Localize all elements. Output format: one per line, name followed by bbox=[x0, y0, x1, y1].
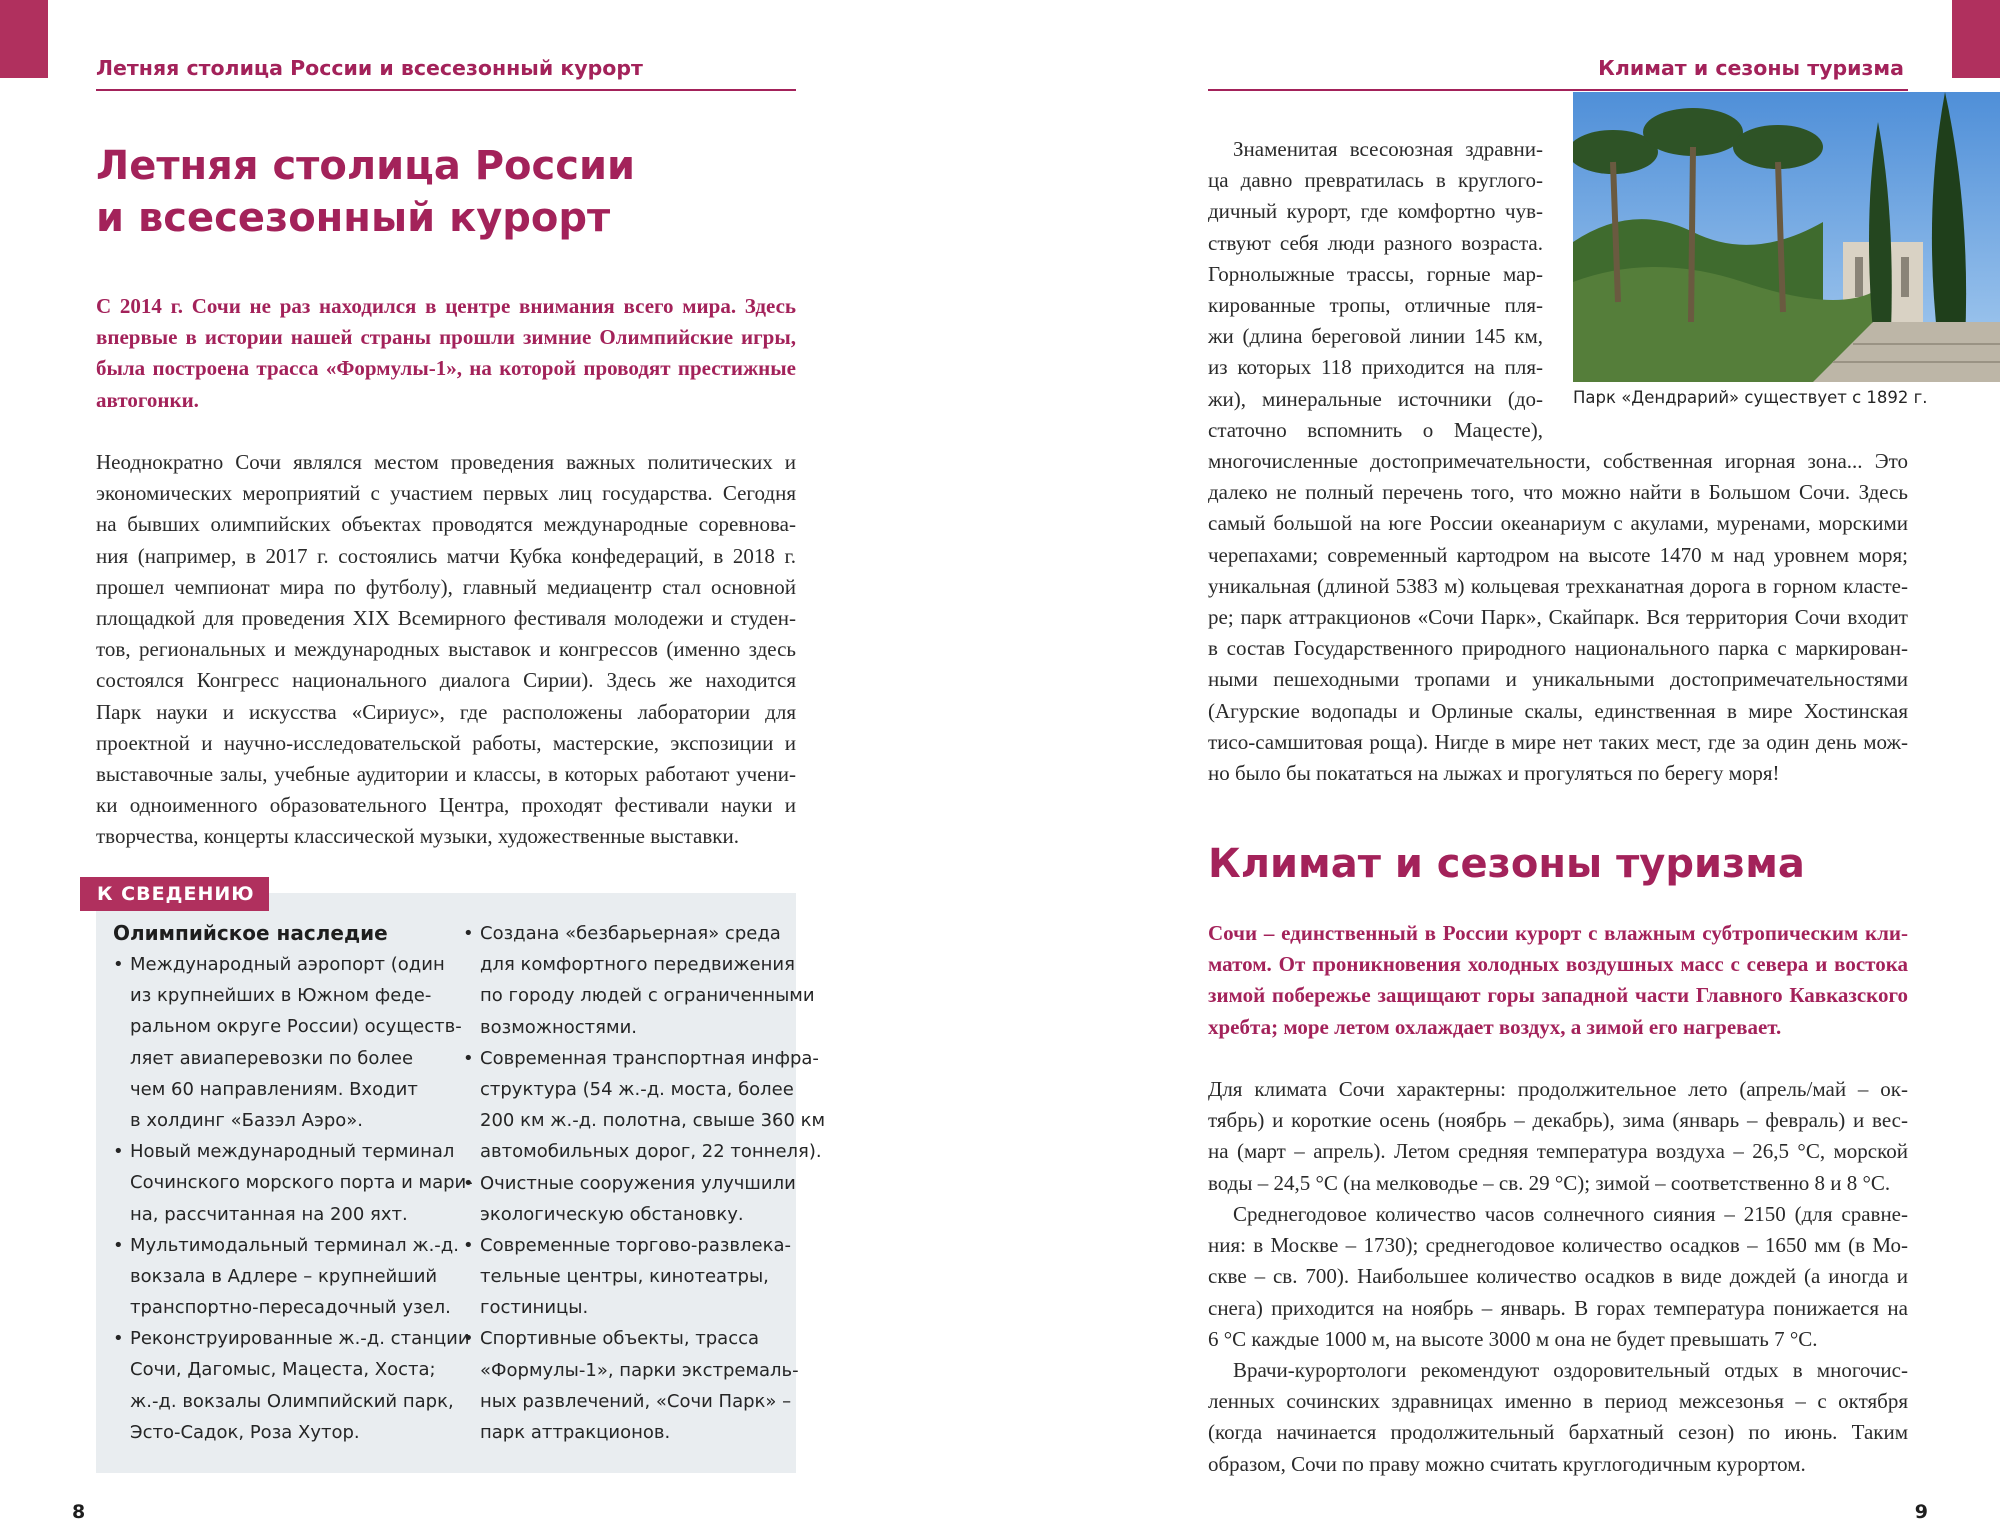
climate-paragraph-2 bbox=[1208, 1199, 1908, 1355]
body-paragraph-left bbox=[96, 447, 796, 852]
body-line: проектной и научно-исследовательской работы, мастерские, экспозиции и bbox=[96, 730, 796, 755]
intro-line: но было бы покататься на лыжах и прогуляться по берегу моря! bbox=[1208, 760, 1780, 785]
intro-line: ца давно превратилась в круглого- bbox=[1208, 168, 1543, 193]
body-line: тябрь) и короткие осень (ноябрь – декабрь), зима (январь – февраль) и вес- bbox=[1208, 1108, 1908, 1133]
chapter-title-line: и всесезонный курорт bbox=[96, 195, 611, 241]
list-line: • Новый международный терминал bbox=[130, 1141, 455, 1163]
lead-paragraph-left bbox=[96, 291, 796, 416]
intro-line: уникальная (длиной 5383 м) кольцевая трехканатная дорога в горном класте- bbox=[1208, 573, 1908, 598]
list-line: на, рассчитанная на 200 яхт. bbox=[130, 1203, 408, 1225]
running-head-left: Летняя столица России и всесезонный курорт bbox=[96, 56, 643, 80]
park-photo bbox=[1573, 92, 2000, 382]
body-line: творчества, концерты классической музыки, художественные выставки. bbox=[96, 824, 739, 849]
list-line: • Спортивные объекты, трасса bbox=[480, 1328, 760, 1350]
running-head-right: Климат и сезоны туризма bbox=[1598, 56, 1904, 80]
page-corner-tab-right bbox=[1952, 0, 2000, 78]
section-title: Климат и сезоны туризма bbox=[1208, 841, 1805, 887]
body-line: снега) приходится на ноябрь – январь. В горах температура понижается на bbox=[1208, 1295, 1908, 1320]
lead-line: С 2014 г. Сочи не раз находился в центре внимания всего мира. Здесь bbox=[96, 294, 796, 318]
intro-line: (Агурские водопады и Орлиные скалы, единственная в мире Хостинская bbox=[1208, 698, 1908, 723]
intro-line: Знаменитая всесоюзная здравни- bbox=[1233, 137, 1543, 161]
list-line: • Реконструированные ж.-д. станции bbox=[130, 1328, 470, 1350]
list-line: структура (54 ж.-д. моста, более bbox=[480, 1078, 794, 1100]
body-line: выставочные залы, учебные аудитории и классы, в которых работают учени- bbox=[96, 761, 796, 786]
list-item bbox=[463, 1168, 796, 1230]
page-number-right: 9 bbox=[1914, 1501, 1928, 1523]
lead-line: матом. От проникновения холодных воздушных масс с севера и востока bbox=[1208, 952, 1908, 977]
list-line: по городу людей с ограниченными bbox=[480, 985, 815, 1007]
intro-line: в состав Государственного природного национального парка с маркирован- bbox=[1208, 636, 1908, 661]
list-line: тельные центры, кинотеатры, bbox=[480, 1266, 769, 1288]
list-item bbox=[463, 1043, 826, 1168]
intro-line: тисо-самшитовая роща). Нигде в мире нет таких мест, где за один день мож- bbox=[1208, 729, 1908, 754]
intro-line: статочно вспомнить о Мацесте), bbox=[1208, 417, 1543, 442]
list-line: • Современные торгово-развлека- bbox=[480, 1234, 792, 1256]
page-number-left: 8 bbox=[72, 1501, 86, 1523]
list-line: ральном округе России) осуществ- bbox=[130, 1016, 462, 1038]
climate-paragraph-1 bbox=[1208, 1074, 1908, 1199]
body-line: 6 °С каждые 1000 м, на высоте 3000 м она не будет превышать 7 °С. bbox=[1208, 1326, 1818, 1351]
list-line: Сочинского морского порта и мари- bbox=[130, 1172, 473, 1194]
intro-line: далеко не полный перечень того, что можно найти в Большом Сочи. Здесь bbox=[1208, 480, 1908, 505]
list-line: в холдинг «Базэл Аэро». bbox=[130, 1109, 364, 1131]
lead-line: Сочи – единственный в России курорт с влажным субтропическим кли- bbox=[1208, 921, 1908, 945]
intro-line: жи), минеральные источники (до- bbox=[1208, 386, 1543, 411]
list-line: ных развлечений, «Сочи Парк» – bbox=[480, 1390, 792, 1412]
body-line: Врачи-курортологи рекомендуют оздоровительный отдых в многочис- bbox=[1233, 1358, 1908, 1382]
body-line: состоялся Конгресс национального диалога Сирии). Здесь же находится bbox=[96, 668, 796, 693]
list-line: чем 60 направлениям. Входит bbox=[130, 1078, 418, 1100]
intro-line: кированные тропы, отличные пля- bbox=[1208, 292, 1543, 317]
body-line: Для климата Сочи характерны: продолжительное лето (апрель/май – ок- bbox=[1208, 1077, 1908, 1101]
body-line: скве – св. 700). Наибольшее количество осадков в виде дождей (а иногда и bbox=[1208, 1264, 1908, 1289]
page-corner-tab-left bbox=[0, 0, 48, 78]
info-list-col1 bbox=[113, 949, 473, 1448]
body-line: на бывших олимпийских объектах проводятся международные соревнова- bbox=[96, 512, 796, 537]
list-line: Эсто-Садок, Роза Хутор. bbox=[130, 1421, 360, 1443]
body-line: Неоднократно Сочи являлся местом проведения важных политических и bbox=[96, 450, 796, 474]
list-line: ж.-д. вокзалы Олимпийский парк, bbox=[130, 1390, 454, 1412]
list-line: автомобильных дорог, 22 тоннеля). bbox=[480, 1141, 822, 1163]
intro-line: ре; парк аттракционов «Сочи Парк», Скайпарк. Вся территория Сочи входит bbox=[1208, 604, 1908, 629]
info-box-label: К СВЕДЕНИЮ bbox=[80, 877, 269, 911]
list-line: • Создана «безбарьерная» среда bbox=[480, 923, 781, 944]
lead-line: хребта; море летом охлаждает воздух, а зимой его нагревает. bbox=[1208, 1014, 1782, 1039]
body-line: ния: в Москве – 1730); среднегодовое количество осадков – 1650 мм (в Мо- bbox=[1208, 1233, 1908, 1258]
body-line: ки одноименного образовательного Центра, проходят фестивали науки и bbox=[96, 793, 796, 818]
body-line: экономических мероприятий с участием первых лиц государства. Сегодня bbox=[96, 481, 796, 506]
list-item bbox=[463, 1323, 799, 1448]
list-line: вокзала в Адлере – крупнейший bbox=[130, 1265, 438, 1287]
list-line: • Современная транспортная инфра- bbox=[480, 1047, 819, 1069]
list-line: для комфортного передвижения bbox=[480, 954, 795, 976]
body-line: (когда начинается продолжительный бархатный сезон) по июнь. Таким bbox=[1208, 1420, 1908, 1445]
info-box-title: Олимпийское наследие bbox=[113, 921, 388, 945]
body-line: воды – 24,5 °С (на мелководье – св. 29 °С); зимой – соответственно 8 и 8 °С. bbox=[1208, 1170, 1891, 1195]
list-line: ляет авиаперевозки по более bbox=[130, 1047, 414, 1069]
intro-paragraph-wide bbox=[1208, 446, 1908, 789]
intro-line: ными пешеходными тропами и уникальными достопримечательностями bbox=[1208, 667, 1908, 692]
header-rule-right bbox=[1208, 89, 1908, 91]
body-line: ния (например, в 2017 г. состоялись матчи Кубка конфедераций, в 2018 г. bbox=[96, 543, 796, 568]
list-item bbox=[113, 1323, 470, 1448]
list-line: 200 км ж.-д. полотна, свыше 360 км bbox=[480, 1110, 826, 1132]
body-line: образом, Сочи по праву можно считать круглогодичным курортом. bbox=[1208, 1451, 1806, 1476]
list-item bbox=[463, 1230, 793, 1324]
body-line: Парк науки и искусства «Сириус», где расположены лаборатории для bbox=[96, 699, 796, 724]
list-line: транспортно-пересадочный узел. bbox=[130, 1297, 451, 1319]
lead-paragraph-right bbox=[1208, 918, 1908, 1043]
body-line: тов, региональных и международных выставок и конгрессов (именно здесь bbox=[96, 637, 796, 662]
body-line: прошел чемпионат мира по футболу), главный медиацентр стал основной bbox=[96, 574, 796, 599]
list-line: экологическую обстановку. bbox=[480, 1203, 744, 1225]
list-item bbox=[113, 1136, 473, 1230]
chapter-title bbox=[96, 140, 796, 244]
body-line: на (март – апрель). Летом средняя температура воздуха – 26,5 °С, морской bbox=[1208, 1139, 1908, 1164]
list-line: парк аттракционов. bbox=[480, 1422, 671, 1443]
body-line: Среднегодовое количество часов солнечного сияния – 2150 (для сравне- bbox=[1233, 1202, 1908, 1226]
intro-line: жи (длина береговой линии 145 км, bbox=[1208, 324, 1543, 349]
list-item bbox=[463, 918, 815, 1043]
intro-paragraph-narrow bbox=[1208, 134, 1543, 446]
info-list-col2 bbox=[463, 918, 826, 1448]
list-line: • Международный аэропорт (один bbox=[130, 954, 445, 975]
intro-line: ствуют себя люди разного возраста. bbox=[1208, 230, 1543, 255]
intro-line: многочисленные достопримечательности, собственная игорная зона... Это bbox=[1208, 449, 1908, 473]
intro-line: самый большой на юге России океанариум с акулами, муренами, морскими bbox=[1208, 511, 1908, 536]
lead-line: зимой побережье защищают горы западной части Главного Кавказского bbox=[1208, 983, 1908, 1008]
list-line: • Мультимодальный терминал ж.-д. bbox=[130, 1234, 459, 1256]
list-line: «Формулы-1», парки экстремаль- bbox=[480, 1359, 799, 1381]
list-item bbox=[113, 1230, 459, 1324]
list-line: гостиницы. bbox=[480, 1297, 589, 1319]
intro-line: из которых 118 приходится на пля- bbox=[1208, 355, 1543, 380]
intro-line: Горнолыжные трассы, горные мар- bbox=[1208, 261, 1543, 286]
intro-line: черепахами; современный картодром на высоте 1470 м над уровнем моря; bbox=[1208, 542, 1908, 567]
intro-line: дичный курорт, где комфортно чув- bbox=[1208, 199, 1543, 224]
climate-paragraph-3 bbox=[1208, 1355, 1908, 1480]
body-line: ленных сочинских здравницах именно в период межсезонья – с октября bbox=[1208, 1389, 1908, 1414]
chapter-title-line: Летняя столица России bbox=[96, 143, 636, 189]
lead-line: впервые в истории нашей страны прошли зимние Олимпийские игры, bbox=[96, 325, 796, 350]
photo-caption: Парк «Дендрарий» существует с 1892 г. bbox=[1573, 388, 1928, 407]
list-line: • Очистные сооружения улучшили bbox=[480, 1172, 796, 1194]
list-line: Сочи, Дагомыс, Мацеста, Хоста; bbox=[130, 1359, 436, 1381]
list-line: возможностями. bbox=[480, 1016, 637, 1038]
list-line: из крупнейших в Южном феде- bbox=[130, 985, 432, 1007]
header-rule-left bbox=[96, 89, 796, 91]
lead-line: автогонки. bbox=[96, 387, 199, 412]
list-item bbox=[113, 949, 462, 1136]
lead-line: была построена трасса «Формулы-1», на которой проводят престижные bbox=[96, 356, 796, 381]
body-line: площадкой для проведения XIX Всемирного фестиваля молодежи и студен- bbox=[96, 605, 796, 630]
